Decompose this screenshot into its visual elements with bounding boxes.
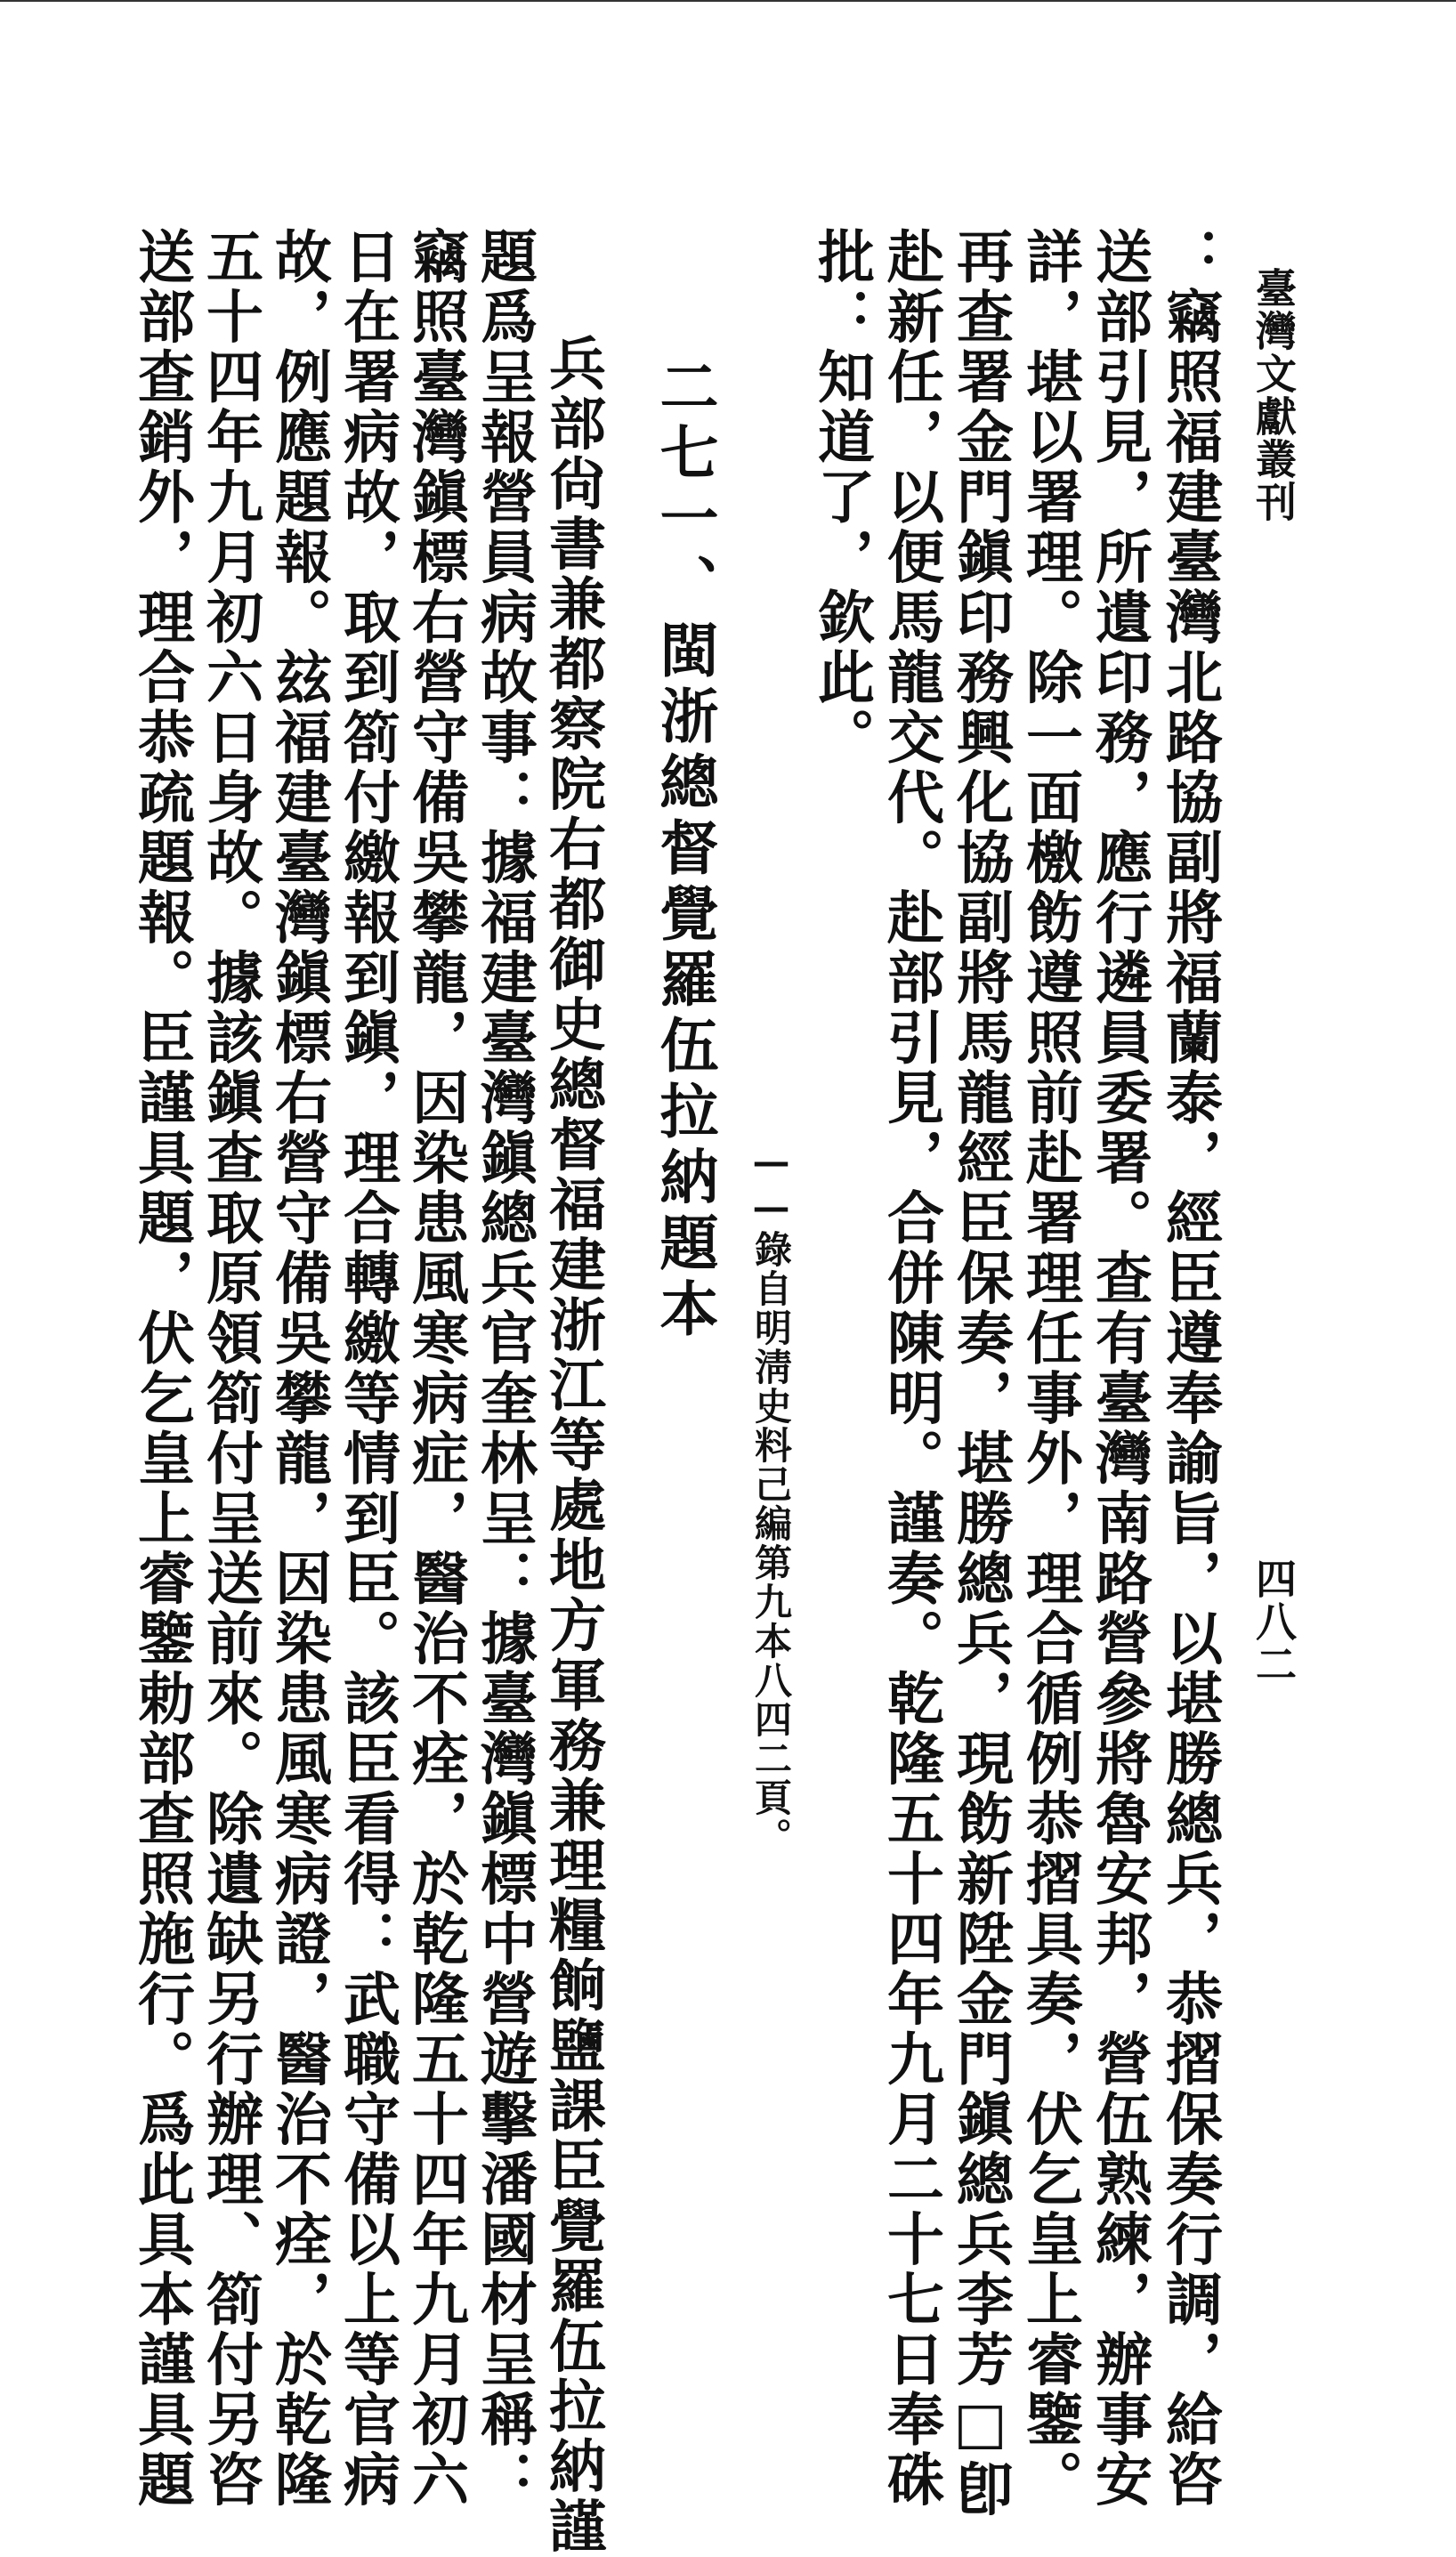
upper-text-line-5: 赴新任，以便馬龍交代。赴部引見，合併陳明。謹奏。乾隆五十四年九月二十七日奉硃 (878, 227, 944, 2510)
upper-text-line-3: 詳，堪以署理。除一面檄飭遵照前赴署理任事外，理合循例恭摺具奏，伏乞皇上睿鑒。 (1016, 227, 1083, 2510)
upper-text-line-1: ：竊照福建臺灣北路協副將福蘭泰，經臣遵奉諭旨，以堪勝總兵，恭摺保奏行調，給咨 (1156, 227, 1223, 2510)
source-citation: ——錄自明淸史料己編第九本八四二頁。 (749, 1139, 793, 1857)
upper-text-line-4: 再查署金門鎭印務興化協副將馬龍經臣保奏，堪勝總兵，現飭新陞金門鎭總兵李芳□卽 (947, 227, 1014, 2520)
section-line-2: 題爲呈報營員病故事：據福建臺灣鎭總兵官奎林呈：據臺灣鎭標中營遊擊潘國材呈稱： (471, 227, 538, 2510)
section-line-6: 五十四年九月初六日身故。據該鎭查取原領箚付呈送前來。除遺缺另行辦理、箚付另咨 (197, 227, 263, 2510)
upper-text-line-6: 批：知道了，欽此。 (808, 227, 875, 768)
page-top-rule (0, 0, 1456, 2)
section-line-7: 送部查銷外，理合恭疏題報。臣謹具題，伏乞皇上睿鑒勅部查照施行。爲此具本謹具題 (128, 227, 195, 2510)
upper-text-line-2: 送部引見，所遺印務，應行遴員委署。查有臺灣南路營參將魯安邦，營伍熟練，辦事安 (1086, 227, 1153, 2510)
section-line-4: 日在署病故，取到箚付繳報到鎭，理合轉繳等情到臣。該臣看得：武職守備以上等官病 (334, 227, 400, 2510)
section-line-3: 竊照臺灣鎭標右營守備吳攀龍，因染患風寒病症，醫治不痊，於乾隆五十四年九月初六 (402, 227, 469, 2510)
running-header-title: 臺灣文獻叢刊 (1250, 267, 1298, 523)
page-number: 四八二 (1250, 1558, 1298, 1686)
section-line-1: 兵部尙書兼都察院右都御史總督福建浙江等處地方軍務兼理糧餉鹽課臣覺羅伍拉納謹 (539, 334, 606, 2557)
section-line-5: 故，例應題報。玆福建臺灣鎭標右營守備吳攀龍，因染患風寒病證，醫治不痊，於乾隆 (265, 227, 332, 2510)
section-title: 二七一、閩浙總督覺羅伍拉納題本 (650, 356, 719, 1344)
